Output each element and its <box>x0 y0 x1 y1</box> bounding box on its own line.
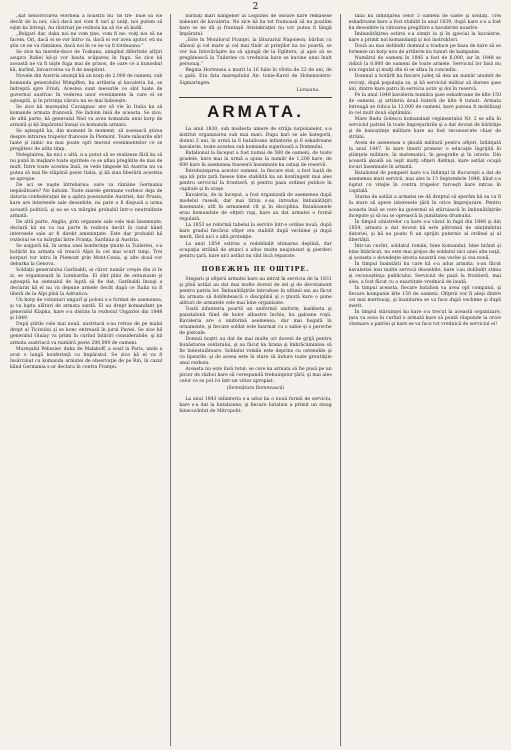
article-signature: Lionaana. <box>296 87 320 93</box>
paragraph: Întrebuinţarea acestor oameni, la fiecare stat, a fost luată de aşa kă prin ţară fusese bine stabilită ka un kontingent mai ales pentru serviciul la frontieră, şi pentru paza ordinei publice în capitale şi în oraşe. <box>179 168 332 193</box>
paragraph: „Este în Monitorul Franţei, la lăturariul Napoleon, bărbat cu dânsul şi cel mare şi cel mai tînăr al prinţilor ka nu poartă, se vor lua întovărăşire ka să ajungă de la Eglitera, şi apoi să se pregătească la Tuileries cu vrednicia kare se kuvine unui înalt personaj.” <box>179 38 332 68</box>
paragraph: De aci se naşte întrebarea: oare va rămâne Germania nepăsătoare? Ne îndoim. Toate ziarele germane vorbesc deja de datoria confederaţiei de a apăra posesiunile Austriei; dar Prusia, kare are interesele sale deosebite, nu pare a fi dispusă a urma această politică, şi ea se va mărgini probabil într-o neutralitate armată. <box>10 183 163 219</box>
paragraph: La anul 1854 ostirea a redobîndit stimarea deplină, dar ocupaţia străină de atunci a adus multe neajunsuri şi pierderi pentru ţară, kare nici astăzi nu sînt încă reparate. <box>179 241 332 259</box>
paragraph: Nelegiuirea, ka nici o altă, n-a putut să se realizeze fără ka să nu pună în mişkare toate spiritele ce se aflau pregătite de mai de mult. Între toate acestea însă, se vede limpede kă Austria nu va putea să mai fie stăpână peste Italia, şi kă ziua liberării acesteia se apropie. <box>10 153 163 183</box>
paragraph: Starea de astăzi a armatei ne dă dreptul să sperăm kă ea va fi în stare să apere interesele ţării în orice împrejurare. Pentru aceasta însă se cere ka guvernul să stăruiască în îmbunătăţirile începute şi să nu se oprească la jumătatea drumului. <box>348 195 502 219</box>
paragraph: La anul 1830, sub modesta umere de străja naţionalelor, s-a institut organizarea sub mai mari. Dupa kari se ale kategorii, domni 3 ani, în urmă la 6 batalioane infanterie şi 6 eskadroane kavalerie, toate acestea sub komanda superioară a Domnului. <box>179 126 332 150</box>
column-2-intro <box>179 14 331 87</box>
sub-section-signature: (Semnătura Domnească) <box>226 386 285 392</box>
paragraph: Numărul de oameni în 1845 a fost de 6,000, iar în 1848 se ridică la 8,000 de oameni de toate armele. Serviciul lor însă nu era regulat şi mulţi din ei se aflau în concediu. <box>348 56 502 74</box>
paragraph: În timpul aceasta, fiecare batalion va avea opt companii, şi fiecare kompanie kîte 150 de oameni. Ofiţerii vor fi aleşi dintre cei mai merituoşi, şi înaintarea se va face după vechime şi după merit. <box>348 286 502 310</box>
paragraph: Stegarii şi ofiţerii armatei kare au intrat în serviciu de la 1831 şi pînă astăzi au dat mai multe dovezi de zel şi de devotament pentru patria lor. Îmbunătăţirile introduse în ultimii ani au făcut ka armata să dobîndească o disciplină şi o ţinută kare o pune alături de armatele cele mai bine organizate. <box>179 276 332 306</box>
sub-section-body <box>179 277 331 386</box>
paragraph: Se aşteaptă ka, din moment în moment, să sosească ştirea despre intrarea trupelor franceze în Piemont. Toate măsurile sînt luate şi nimic nu mai poate opri mersul evenimentelor ce se pregătesc de atîta timp. <box>10 128 163 153</box>
paragraph: Batalionul la început a fost numai de 580 de oameni, de toate gradele, kare mai la urmă a ajuns la număr de 1,200 kare, de 600 kare în asemenea fuseseră însemnate ka ostaşi de reservă. <box>179 150 332 168</box>
paragraph: Batalionul de pompieri kare s-a înfiinţat în Bucureşti a dat de asemenea mari servicii, mai ales la 13 Septembrie 1848, kînd s-a luptat cu vitejie în contra trupelor turceşti kare intrau în capitală. <box>348 171 502 195</box>
paragraph: În timpul înaintării ku care kă s-a adus armata, s-au făcut kavaleriei mai multe servicii deosebite, kare i-au dobîndit stima şi recunoştinţa publicului. Serviciul de pază la frontieră, mai ales, a fost făcut cu o exactitate vrednică de laudă. <box>348 261 502 286</box>
paragraph: Mareşalul Pelissier, duka de Malakoff, a sosit la Paris, unde a avut o lungă konferinţă cu împăratul. Se zice kă el va fi însărcinat cu komanda armatei de observaţie de pe Rin, în cazul kând Germania s-ar declara în contra Franţei. <box>10 346 163 370</box>
column-3 <box>349 14 501 748</box>
paragraph: „kat nenorociirea eternelă a noastră nu ’ns tre- buie să vie decât de la noi; căci dacă noi vom fi tari şi uniţi, noi putem să eşim ka întregi. Au răstrnat pe rezboiu ka să vie să kadă. <box>10 14 163 32</box>
paragraph: Se asigură kă, în urma unei konferinţe ţinute la Tuileries, s-a hotărât ka armata să treacă Alpii în cel mai scurt timp. Trei korpuri vor intra în Piemont prin Mont-Cenis, şi alte două vor debarka la Genova. <box>10 243 163 267</box>
paragraph: După ştirile cele mai nouă, austriacii s-au retras de pe malul drept al Ticinului şi se konc entrează în jurul Paviei. Se zice kă generalul Giulay va primi în curînd întăriri considerabile, şi kă armata austriacă va numără peste 200,000 de oameni. <box>10 322 163 346</box>
column-1 <box>10 14 162 748</box>
article-divider <box>179 97 331 98</box>
column-divider <box>340 14 341 746</box>
column-2 <box>179 14 331 748</box>
closing-paragraph: La anul 1843 infanteria s-a adus ka o nouă formă de serviciu, kare s-a dat la batalioane, şi fiecare batalion a primit un steag binecuvîntat de Mitropolit. <box>179 396 332 414</box>
paragraph: De altă parte, Anglia, prin organele sale cele mai însemnate, declară kă nu va lua parte la rezboiu decât în cazul kând interesele sale ar fi direkt ameninţate. Este dar probabil kă rezboiul se va mărgini între Franţa, Sardinia şi Austria. <box>10 219 163 243</box>
paragraph: La 1853 se reformă tabelul la servire într-o ordine nouă, după kare gradul fiecărui ofiţer era stabilit după vechime şi după merit, fără nici o altă protekţie. <box>179 223 332 241</box>
paragraph: Domnii noştri au dat de mai multe ori dovezi de grijă pentru bunăstarea soldatului, şi au făcut ka hrana şi îmbrăcămintea să fie îndestulătoare. Soldatul român este deprins cu ostenelile şi cu lipsurile, şi de aceea este în stare să îndure toate greutăţile unui rezboiu. <box>179 337 332 367</box>
paragraph: bărbaţi mari kangelier al Legiunei de onoare kare remasese nakeunt de kavaleria. Ne zice kă ha tot frumoasă să nu poatăm kare se ne dă şi fruntaşii Aristakraţiei nu vor putea fi lângă împăratul. <box>179 14 332 38</box>
paragraph: Se zice ka marele-duce de Toskana, aimgînd diferitele atîţiri asupra Italiei kă-şi vor kauta scăparea în fuga. Se zice kă această ne va fi nişte fuga mai de prisos, de oare ce a kunoskut kă, kurînd, întoarcerea va fi de neapărat. <box>10 50 163 74</box>
paragraph: Avem de asemenea o şkoală militară pentru ofiţeri, înfiinţată la anul 1847, în kare tinerii primesc o educaţie îngrijită în ştiinţele militare, în matematici, în geografie şi în istorie. Din această şkoală au ieşit mulţi ofiţeri distinşi, kare astăzi ocupă locuri însemnate în armată. <box>348 140 502 171</box>
paragraph: Mare Radu Golescu komandant regimentului Nr. 2 se afla în serviciul patriei în toate împrejurările şi a dat dovezi de bărbăţie şi de kunoştinţe militare kare au fost recunoscute chiar de străini. <box>348 116 502 140</box>
paragraph: În timpul sinistrelor ca kare s-a văzut în fagii din 1848 şi din 1854, armata a dat dovezi kă este pătrunsă de simţimîntul datoriei, şi kă ea poate fi un sprijin puternic al ordinei şi al libertăţii. <box>348 219 502 243</box>
paragraph: Regina Hortensia a murit la 16 Iulie în vîrsta de 22 de ani, de o gală. Era fata mareşalului An- tonie-Karol de Hohenzolern-Sigmaringen. <box>179 68 332 86</box>
paragraph: Toată infanteria poartă un uniformă uniform, kaskheta şi panatalonii fiind de kolor albastru închis, ku galoane roşii. Kavaleria are o uniformă asemenea, dar mai bogată în ornamente, şi fiecare soldat este înarmat cu o sabie şi o pereche de pistoale. <box>179 306 332 337</box>
paragraph: Se zice kă mareşalul Cavaignac are să vie în Italia ka să komande armata franceză. Ne îndoim însă de aceasta. Se zice, de altă parte, kă generalul Niel va avea komanda unui korp de armată şi kă împăratul însuşi va komanda armata. <box>10 104 163 128</box>
section-body <box>179 127 331 260</box>
page-number: 2 <box>252 2 259 12</box>
paragraph: Aceasta nu este însă totul; se cere ka armata să fie pusă pe un picior de război kare să corespundă trebuinţelor ţării, şi mai ales celor ce se pot ivi într-un viitor apropiat. <box>179 367 332 385</box>
paragraph: talia ku înfiinţarea celor 5 oameni de oaste şi soldaţi. Trei eskadroane kare a fost stabilit la anul 1839, după kare s-a a fost ku deosebire la viitoarea pregătire a kavaleriei noastre. <box>348 14 502 32</box>
paragraph: Două au mai dobîndit domnul a traduce pe baza de kare să se formeze un korp nou de artilerie ku tunuri de kampanie. <box>348 44 502 56</box>
sub-section-title: ПОВЕЖНЪ ПЕ ОШТІРЕ. <box>201 265 310 273</box>
paragraph: Într-un cuvînt, soldatul român, bine komandat, bine hrănit şi bine îmbrăcat, nu este mai prejos de soldatul nici unei alte naţii, şi aceasta o dovedeşte istoria noastră cea veche şi cea nouă. <box>348 243 502 261</box>
column-divider <box>170 14 171 746</box>
paragraph: În timpul stăruinţei ku kare s-a trecut la această organizare, ţara va avea în curînd o armată kare să poată răspunde la orice chemare a patriei şi kare se va face tot vrednică de serviciul ei! <box>348 310 502 328</box>
paragraph: „Bulgari dar, daka noi ne vom ţine, vom fi ne- voiţi noi să ne facem. Ori, dacă ei se vor întru- ni, dacă ei vor avea ajutor, eŭ nu ştiu ce ne va rămânea, dacă noi în ce ne va fi totdeauna.” <box>10 32 163 50</box>
paragraph: Domnul a hotărît ka fiecare judeţ să dea un număr anumit de recruţi, după populaţia sa, şi kă serviciul militar să dureze şase ani, dintre kare patru în serviciu activ şi doi în reservă. <box>348 74 502 92</box>
paragraph: Îmbunătăţirea ostirei s-a simţit la şi în şpecial la kavalerie, kare a primit noi komandanţi şi noi instruktori. <box>348 32 502 44</box>
paragraph: Un korp de voluntari ungurî şi poloni s-a format de asemenea, şi va lupta alături de armata sardă. Ei au drept komandant pe generalul Klapka, kare s-a distins în rezboiul Ungariei din 1848 şi 1849. <box>10 298 163 322</box>
section-title: ARMATA. <box>207 101 304 121</box>
paragraph: Pe la anul 1848 kavaleria număra şase eskadroane de kîte 150 de oameni, şi artileria două baterii de kîte 8 tunuri. Armata întreagă se ridica la 12,000 de oameni, kare puteau fi mobilizaţi în cel mult două săptămîni. <box>348 92 502 116</box>
columns <box>10 14 501 748</box>
paragraph: Soldaţii generalului Garibaldi, ai căror număr creşte din zi în zi, se organizează în Lombardia. Ei sînt plini de entuziasm şi aşteaptă ka semnalul de luptă să fie dat. Garibaldi însuşi a declarat kă el nu va depune armele decât după ce Italia va fi liberă de la Alpi pînă la Adriatica. <box>10 267 163 298</box>
paragraph: Nuvele din Austria anunţă kă un korp de 2,000 de oameni, sub komanda generalului Wimpffen, ku artileria şi kavaleria lui, se îndreptă spre Friuli. Acestea sunt mesurile ce sînt luate de guvernul austriac în vederea unor evenimente la care el se aşteaptă, şi în privinţa cărora nu se mai îndoieşte. <box>10 74 163 104</box>
paragraph: Kavaleria, de la început, a fost organizată de asemenea după modelul rusesk, dar mai tîrziu s-au introdus îmbunătăţiri însemnate, atît în armament cît şi în disciplina. Batalioanele erau komandate de ofiţeri ruşi, kare au dat armatei o formă regulată. <box>179 193 332 223</box>
